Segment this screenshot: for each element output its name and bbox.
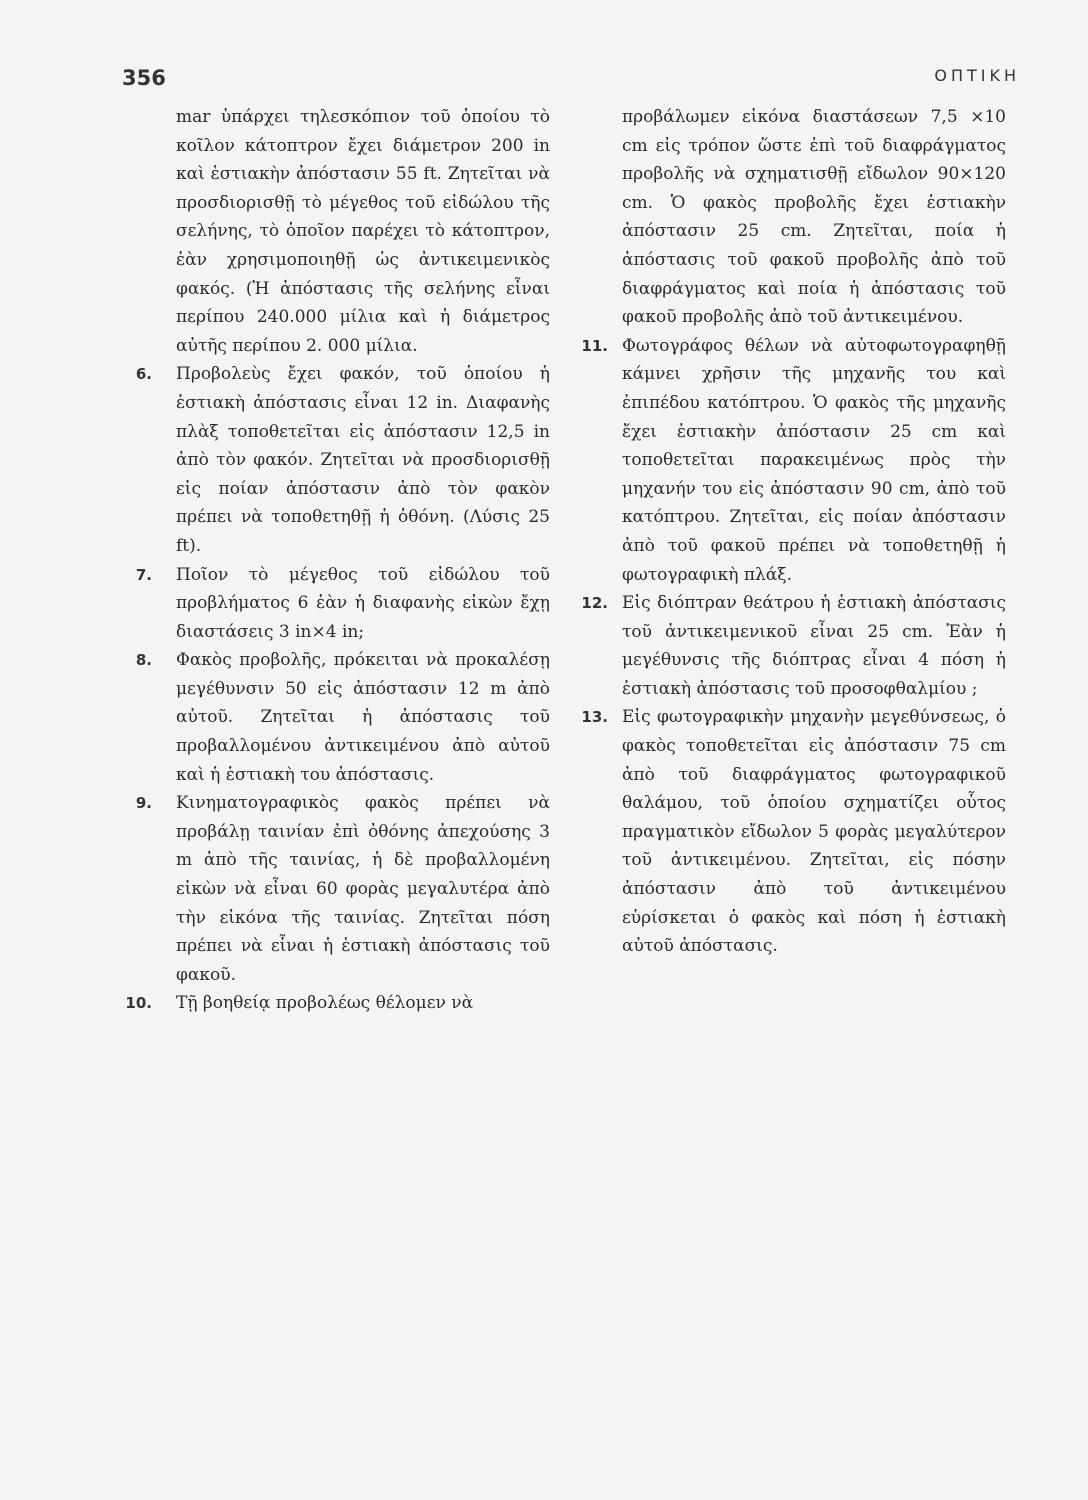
- problem-number: 8.: [135, 651, 152, 670]
- problem-10: [122, 989, 550, 1018]
- page-number: 356: [122, 66, 166, 90]
- problem-6: [122, 360, 550, 560]
- problem-text: Κινηματογραφικὸς φακὸς πρέπει νὰ προβάλῃ ταινίαν ἐπὶ ὀθόνης ἀπεχούσης 3 m ἀπὸ τῆς ταινίας, ἡ δὲ προβαλλομένη εἰκὼν νὰ εἶναι 60 φορὰς μεγαλυτέρα ἀπὸ τὴν εἰκόνα τῆς ταινίας. Ζητεῖται πόση πρέπει νὰ εἶναι ἡ ἑστιακὴ ἀπόστασις τοῦ φακοῦ.: [176, 793, 550, 985]
- problem-number: 9.: [135, 794, 152, 813]
- problem-number: 6.: [135, 365, 152, 384]
- problem-13: [578, 703, 1006, 960]
- problem-number: 12.: [581, 594, 608, 613]
- right-column: [578, 103, 1006, 961]
- left-column: [122, 103, 550, 1018]
- running-head: ΟΠΤΙΚΗ: [934, 66, 1020, 85]
- left-continuation-paragraph: mar ὑπάρχει τηλεσκόπιον τοῦ ὁποίου τὸ κοῖλον κάτοπτρον ἔχει διάμετρον 200 in καὶ ἑστιακὴν ἀπόστασιν 55 ft. Ζητεῖται νὰ προσδιορισθῇ τὸ μέγεθος τοῦ εἰδώλου τῆς σελήνης, τὸ ὁποῖον παρέχει τὸ κάτοπτρον, ἐὰν χρησιμοποιηθῇ ὡς ἀντικειμενικὸς φακός. (Ἡ ἀπόστασις τῆς σελήνης εἶναι περίπου 240.000 μίλια καὶ ἡ διάμετρος αὐτῆς περίπου 2. 000 μίλια.: [176, 107, 550, 356]
- problem-11: [578, 332, 1006, 589]
- problem-8: [122, 646, 550, 789]
- problem-number: 10.: [125, 994, 152, 1013]
- problem-9: [122, 789, 550, 989]
- problem-number: 13.: [581, 708, 608, 727]
- problem-text: Ποῖον τὸ μέγεθος τοῦ εἰδώλου τοῦ προβλήματος 6 ἐὰν ἡ διαφανὴς εἰκὼν ἔχῃ διαστάσεις 3 in×4 in;: [176, 564, 550, 642]
- problem-text: Φωτογράφος θέλων νὰ αὐτοφωτογραφηθῇ κάμνει χρῆσιν τῆς μηχανῆς του καὶ ἐπιπέδου κατόπτρου. Ὁ φακὸς τῆς μηχανῆς ἔχει ἑστιακὴν ἀπόστασιν 25 cm καὶ τοποθετεῖται παρακειμένως πρὸς τὴν μηχανήν του εἰς ἀπόστασιν 90 cm, ἀπὸ τοῦ κατόπτρου. Ζητεῖται, εἰς ποίαν ἀπόστασιν ἀπὸ τοῦ φακοῦ πρέπει νὰ τοποθετηθῇ ἡ φωτογραφικὴ πλάξ.: [622, 335, 1006, 585]
- problem-number: 11.: [581, 336, 608, 355]
- problem-text: Τῇ βοηθείᾳ προβολέως θέλομεν νὰ: [176, 993, 474, 1014]
- problem-12: [578, 589, 1006, 703]
- problem-text: Προβολεὺς ἔχει φακόν, τοῦ ὁποίου ἡ ἑστιακὴ ἀπόστασις εἶναι 12 in. Διαφανὴς πλὰξ τοποθετεῖται εἰς ἀπόστασιν 12,5 in ἀπὸ τὸν φακόν. Ζητεῖται νὰ προσδιορισθῇ εἰς ποίαν ἀπόστασιν ἀπὸ τὸν φακὸν πρέπει νὰ τοποθετηθῇ ἡ ὀθόνη. (Λύσις 25 ft).: [176, 364, 550, 556]
- problem-text: Εἰς διόπτραν θεάτρου ἡ ἑστιακὴ ἀπόστασις τοῦ ἀντικειμενικοῦ εἶναι 25 cm. Ἐὰν ἡ μεγέθυνσις τῆς διόπτρας εἶναι 4 πόση ἡ ἑστιακὴ ἀπόστασις τοῦ προσοφθαλμίου ;: [622, 593, 1006, 699]
- problem-number: 7.: [135, 565, 152, 584]
- problem-text: Εἰς φωτογραφικὴν μηχανὴν μεγεθύνσεως, ὁ φακὸς τοποθετεῖται εἰς ἀπόστασιν 75 cm ἀπὸ τοῦ διαφράγματος φωτογραφικοῦ θαλάμου, τοῦ ὁποίου σχηματίζει οὗτος πραγματικὸν εἴδωλον 5 φορὰς μεγαλύτερον τοῦ ἀντικειμένου. Ζητεῖται, εἰς πόσην ἀπόστασιν ἀπὸ τοῦ ἀντικειμένου εὑρίσκεται ὁ φακὸς καὶ πόση ἡ ἑστιακὴ αὐτοῦ ἀπόστασις.: [622, 707, 1006, 957]
- right-continuation-paragraph: προβάλωμεν εἰκόνα διαστάσεων 7,5 ×10 cm εἰς τρόπον ὥστε ἐπὶ τοῦ διαφράγματος προβολῆς νὰ σχηματισθῇ εἴδωλον 90×120 cm. Ὁ φακὸς προβολῆς ἔχει ἑστιακὴν ἀπόστασιν 25 cm. Ζητεῖται, ποία ἡ ἀπόστασις τοῦ φακοῦ προβολῆς ἀπὸ τοῦ διαφράγματος καὶ ποία ἡ ἀπόστασις τοῦ φακοῦ προβολῆς ἀπὸ τοῦ ἀντικειμένου.: [622, 107, 1006, 328]
- problem-7: [122, 561, 550, 647]
- problem-text: Φακὸς προβολῆς, πρόκειται νὰ προκαλέσῃ μεγέθυνσιν 50 εἰς ἀπόστασιν 12 m ἀπὸ αὐτοῦ. Ζητεῖται ἡ ἀπόστασις τοῦ προβαλλομένου ἀντικειμένου ἀπὸ αὐτοῦ καὶ ἡ ἑστιακὴ του ἀπόστασις.: [176, 650, 550, 785]
